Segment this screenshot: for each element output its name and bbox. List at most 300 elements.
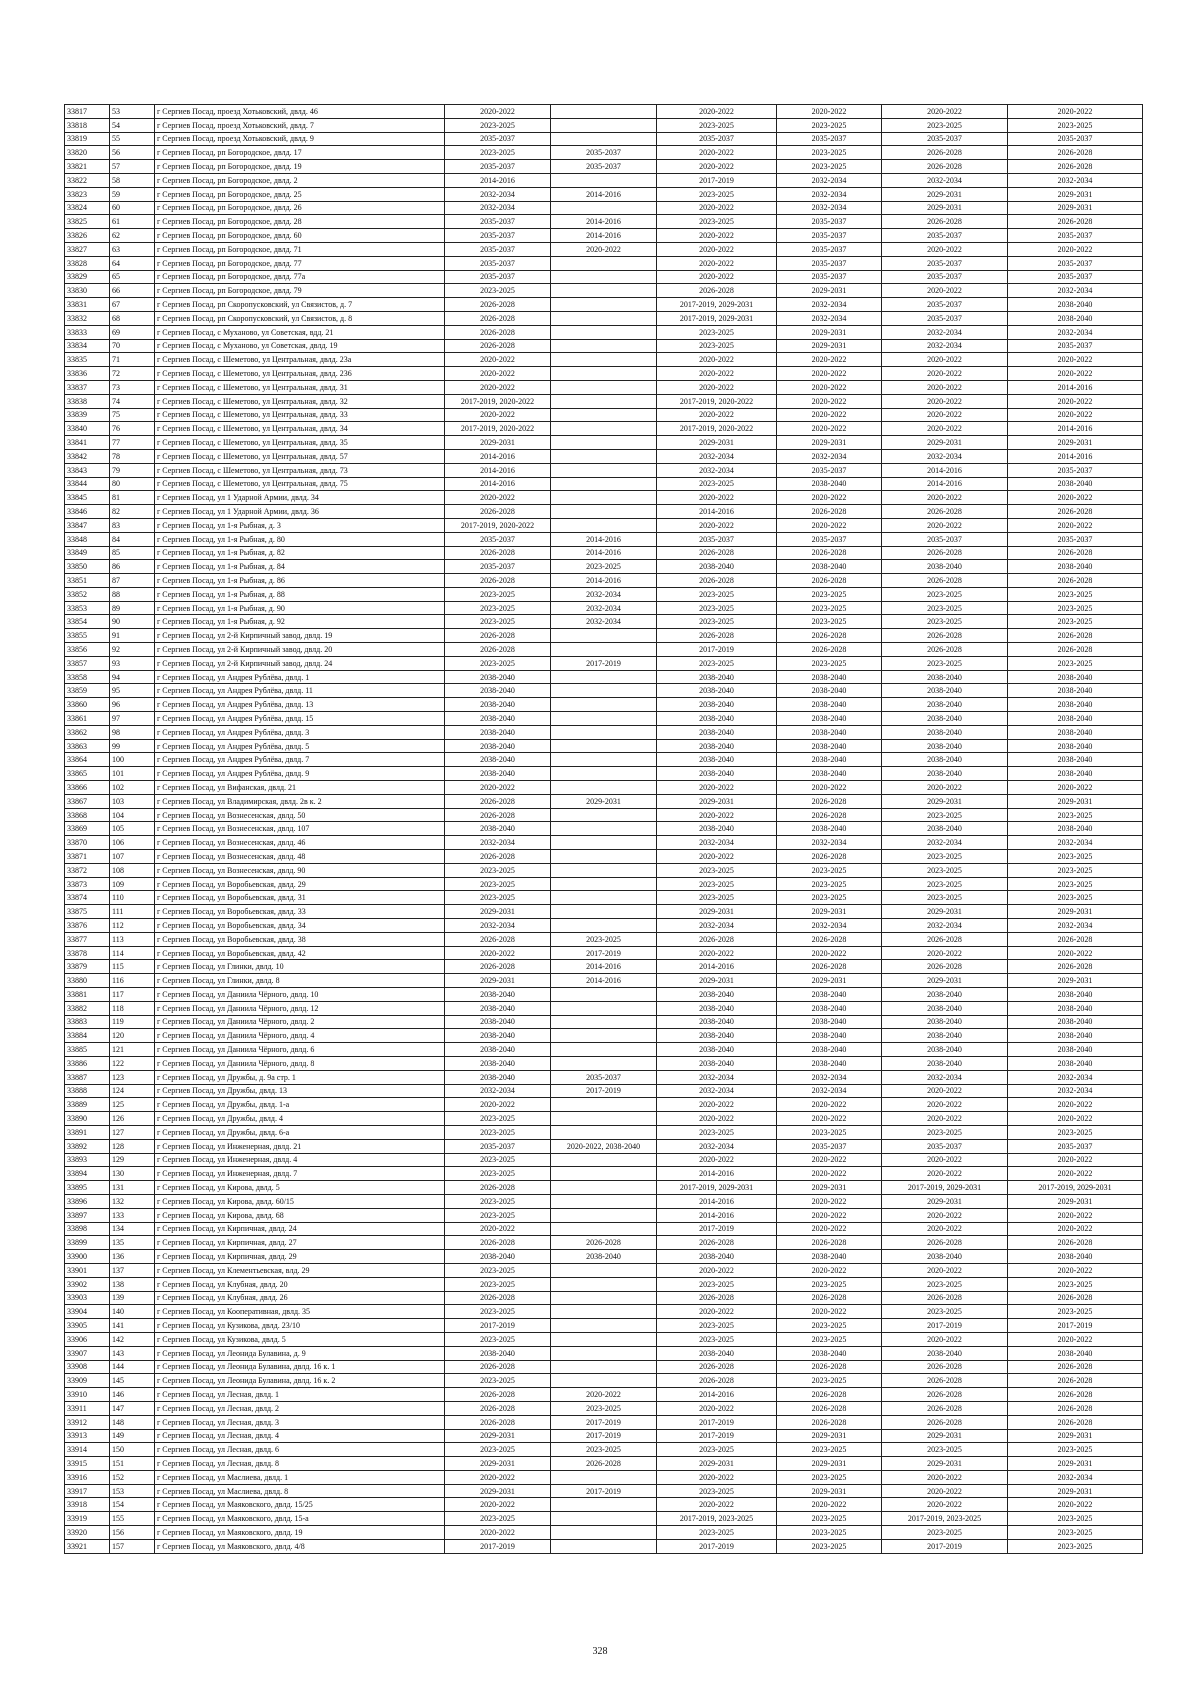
cell-row-number: 149: [110, 1429, 155, 1443]
cell-period-1: 2023-2025: [445, 1112, 551, 1126]
cell-period-4: 2032-2034: [777, 449, 882, 463]
cell-period-6: 2026-2028: [1008, 1401, 1143, 1415]
cell-period-5: 2023-2025: [882, 1305, 1008, 1319]
cell-period-2: [551, 919, 657, 933]
cell-period-1: 2020-2022: [445, 1222, 551, 1236]
cell-record-id: 33867: [65, 794, 110, 808]
cell-period-6: 2023-2025: [1008, 587, 1143, 601]
cell-record-id: 33895: [65, 1181, 110, 1195]
cell-period-4: 2026-2028: [777, 1415, 882, 1429]
cell-address: г Сергиев Посад, ул Дружбы, двлд. 4: [155, 1112, 445, 1126]
cell-period-4: 2026-2028: [777, 1236, 882, 1250]
cell-row-number: 63: [110, 242, 155, 256]
cell-address: г Сергиев Посад, ул 1-я Рыбная, д. 90: [155, 601, 445, 615]
cell-period-1: 2026-2028: [445, 1415, 551, 1429]
cell-period-2: [551, 173, 657, 187]
table-row: [65, 1194, 1143, 1208]
cell-period-4: 2029-2031: [777, 1457, 882, 1471]
table-row: [65, 988, 1143, 1002]
cell-period-1: 2038-2040: [445, 1346, 551, 1360]
cell-period-2: [551, 505, 657, 519]
cell-row-number: 109: [110, 877, 155, 891]
cell-period-6: 2014-2016: [1008, 449, 1143, 463]
cell-record-id: 33862: [65, 725, 110, 739]
cell-period-4: 2026-2028: [777, 546, 882, 560]
cell-period-2: [551, 449, 657, 463]
cell-address: г Сергиев Посад, с Шеметово, ул Центральная, двлд. 34: [155, 422, 445, 436]
cell-record-id: 33873: [65, 877, 110, 891]
cell-record-id: 33884: [65, 1029, 110, 1043]
cell-period-6: 2020-2022: [1008, 1112, 1143, 1126]
cell-record-id: 33843: [65, 463, 110, 477]
cell-period-6: 2020-2022: [1008, 1208, 1143, 1222]
cell-row-number: 130: [110, 1167, 155, 1181]
cell-period-3: 2020-2022: [657, 518, 777, 532]
cell-period-4: 2023-2025: [777, 891, 882, 905]
cell-period-1: 2035-2037: [445, 270, 551, 284]
cell-period-1: 2035-2037: [445, 229, 551, 243]
cell-period-2: [551, 1291, 657, 1305]
cell-record-id: 33840: [65, 422, 110, 436]
table-row: [65, 670, 1143, 684]
cell-period-3: 2017-2019: [657, 173, 777, 187]
cell-period-2: [551, 1029, 657, 1043]
table-row: [65, 422, 1143, 436]
cell-period-4: 2020-2022: [777, 1098, 882, 1112]
cell-period-6: 2038-2040: [1008, 1015, 1143, 1029]
cell-record-id: 33846: [65, 505, 110, 519]
cell-period-6: 2029-2031: [1008, 1429, 1143, 1443]
cell-period-5: 2029-2031: [882, 974, 1008, 988]
cell-address: г Сергиев Посад, с Муханово, ул Советская, вдд. 21: [155, 325, 445, 339]
cell-address: г Сергиев Посад, рп Богородское, двлд. 17: [155, 146, 445, 160]
cell-period-5: 2023-2025: [882, 1443, 1008, 1457]
cell-period-3: 2023-2025: [657, 477, 777, 491]
cell-period-4: 2020-2022: [777, 946, 882, 960]
cell-row-number: 76: [110, 422, 155, 436]
cell-record-id: 33837: [65, 380, 110, 394]
cell-period-1: 2026-2028: [445, 1401, 551, 1415]
cell-period-4: 2023-2025: [777, 160, 882, 174]
cell-row-number: 125: [110, 1098, 155, 1112]
cell-row-number: 157: [110, 1539, 155, 1553]
cell-period-2: [551, 1346, 657, 1360]
cell-row-number: 124: [110, 1084, 155, 1098]
cell-period-3: 2023-2025: [657, 1319, 777, 1333]
cell-period-2: 2026-2028: [551, 1236, 657, 1250]
cell-period-3: 2020-2022: [657, 850, 777, 864]
cell-record-id: 33826: [65, 229, 110, 243]
cell-address: г Сергиев Посад, ул Даниила Чёрного, двлд. 8: [155, 1056, 445, 1070]
cell-period-3: 2035-2037: [657, 532, 777, 546]
cell-period-6: 2026-2028: [1008, 960, 1143, 974]
cell-address: г Сергиев Посад, ул 1 Ударной Армии, двлд. 34: [155, 491, 445, 505]
cell-period-5: 2023-2025: [882, 1526, 1008, 1540]
cell-record-id: 33882: [65, 1001, 110, 1015]
table-row: [65, 1443, 1143, 1457]
cell-period-6: 2029-2031: [1008, 1457, 1143, 1471]
cell-record-id: 33859: [65, 684, 110, 698]
cell-record-id: 33835: [65, 353, 110, 367]
cell-period-1: 2035-2037: [445, 256, 551, 270]
cell-period-4: 2029-2031: [777, 1429, 882, 1443]
cell-period-6: 2032-2034: [1008, 1084, 1143, 1098]
cell-period-2: 2032-2034: [551, 601, 657, 615]
cell-row-number: 95: [110, 684, 155, 698]
cell-period-5: 2038-2040: [882, 1029, 1008, 1043]
cell-period-2: 2020-2022: [551, 242, 657, 256]
cell-period-5: 2038-2040: [882, 1015, 1008, 1029]
cell-period-4: 2026-2028: [777, 1291, 882, 1305]
cell-period-2: [551, 518, 657, 532]
cell-period-3: 2032-2034: [657, 836, 777, 850]
cell-record-id: 33838: [65, 394, 110, 408]
cell-period-1: 2026-2028: [445, 808, 551, 822]
cell-period-1: 2038-2040: [445, 988, 551, 1002]
cell-address: г Сергиев Посад, ул Даниила Чёрного, двлд. 10: [155, 988, 445, 1002]
cell-period-4: 2020-2022: [777, 394, 882, 408]
cell-period-5: 2023-2025: [882, 891, 1008, 905]
cell-period-2: [551, 422, 657, 436]
cell-period-4: 2026-2028: [777, 808, 882, 822]
cell-period-1: 2023-2025: [445, 1374, 551, 1388]
cell-period-1: 2020-2022: [445, 353, 551, 367]
cell-period-2: [551, 905, 657, 919]
table-row: [65, 684, 1143, 698]
table-row: [65, 256, 1143, 270]
cell-row-number: 77: [110, 436, 155, 450]
table-row: [65, 546, 1143, 560]
cell-period-1: 2023-2025: [445, 1194, 551, 1208]
cell-period-3: 2026-2028: [657, 932, 777, 946]
table-row: [65, 146, 1143, 160]
cell-period-6: 2038-2040: [1008, 1056, 1143, 1070]
cell-period-4: 2035-2037: [777, 242, 882, 256]
cell-period-4: 2038-2040: [777, 477, 882, 491]
cell-address: г Сергиев Посад, рп Богородское, двлд. 25: [155, 187, 445, 201]
table-row: [65, 325, 1143, 339]
cell-record-id: 33868: [65, 808, 110, 822]
cell-period-2: [551, 298, 657, 312]
table-row: [65, 491, 1143, 505]
cell-period-2: [551, 1360, 657, 1374]
cell-period-5: 2029-2031: [882, 436, 1008, 450]
table-row: [65, 1153, 1143, 1167]
cell-address: г Сергиев Посад, ул 2-й Кирпичный завод, двлд. 24: [155, 656, 445, 670]
cell-period-2: 2014-2016: [551, 574, 657, 588]
cell-record-id: 33817: [65, 105, 110, 119]
cell-period-2: 2014-2016: [551, 215, 657, 229]
table-row: [65, 463, 1143, 477]
cell-row-number: 142: [110, 1332, 155, 1346]
cell-period-2: 2023-2025: [551, 1443, 657, 1457]
cell-row-number: 99: [110, 739, 155, 753]
cell-period-2: [551, 1498, 657, 1512]
cell-row-number: 64: [110, 256, 155, 270]
cell-period-4: 2029-2031: [777, 905, 882, 919]
cell-period-1: 2038-2040: [445, 1001, 551, 1015]
cell-record-id: 33833: [65, 325, 110, 339]
cell-record-id: 33864: [65, 753, 110, 767]
cell-address: г Сергиев Посад, ул Вифанская, двлд. 21: [155, 781, 445, 795]
cell-period-4: 2026-2028: [777, 505, 882, 519]
table-row: [65, 1512, 1143, 1526]
cell-period-3: 2017-2019, 2029-2031: [657, 311, 777, 325]
cell-period-1: 2020-2022: [445, 491, 551, 505]
table-row: [65, 1001, 1143, 1015]
cell-address: г Сергиев Посад, ул Владимирская, двлд. 2в к. 2: [155, 794, 445, 808]
cell-period-5: 2023-2025: [882, 656, 1008, 670]
table-row: [65, 1526, 1143, 1540]
cell-period-2: [551, 1167, 657, 1181]
cell-period-1: 2026-2028: [445, 1388, 551, 1402]
cell-period-1: 2023-2025: [445, 1443, 551, 1457]
cell-address: г Сергиев Посад, ул Клубная, двлд. 20: [155, 1277, 445, 1291]
table-body: [65, 105, 1143, 1554]
table-row: [65, 725, 1143, 739]
cell-period-2: 2023-2025: [551, 932, 657, 946]
cell-period-2: 2020-2022: [551, 1388, 657, 1402]
cell-record-id: 33827: [65, 242, 110, 256]
cell-period-4: 2023-2025: [777, 1470, 882, 1484]
cell-period-1: 2038-2040: [445, 725, 551, 739]
cell-period-5: 2032-2034: [882, 339, 1008, 353]
cell-period-3: 2023-2025: [657, 118, 777, 132]
cell-period-6: 2017-2019, 2029-2031: [1008, 1181, 1143, 1195]
cell-address: г Сергиев Посад, ул Кирова, двлд. 5: [155, 1181, 445, 1195]
cell-record-id: 33839: [65, 408, 110, 422]
cell-period-6: 2026-2028: [1008, 546, 1143, 560]
cell-period-1: 2023-2025: [445, 877, 551, 891]
cell-row-number: 115: [110, 960, 155, 974]
cell-row-number: 140: [110, 1305, 155, 1319]
cell-period-6: 2023-2025: [1008, 118, 1143, 132]
table-row: [65, 187, 1143, 201]
cell-period-5: 2026-2028: [882, 574, 1008, 588]
cell-address: г Сергиев Посад, ул Инженерная, двлд. 4: [155, 1153, 445, 1167]
table-row: [65, 532, 1143, 546]
cell-record-id: 33891: [65, 1125, 110, 1139]
cell-address: г Сергиев Посад, ул Кирова, двлд. 68: [155, 1208, 445, 1222]
cell-period-6: 2020-2022: [1008, 1332, 1143, 1346]
cell-period-6: 2026-2028: [1008, 932, 1143, 946]
cell-period-3: 2038-2040: [657, 739, 777, 753]
cell-address: г Сергиев Посад, ул Даниила Чёрного, двлд. 12: [155, 1001, 445, 1015]
cell-period-2: [551, 629, 657, 643]
cell-period-4: 2038-2040: [777, 670, 882, 684]
cell-period-1: 2020-2022: [445, 1098, 551, 1112]
cell-address: г Сергиев Посад, ул Леонида Булавина, двлд. 16 к. 1: [155, 1360, 445, 1374]
cell-row-number: 121: [110, 1043, 155, 1057]
cell-period-6: 2035-2037: [1008, 256, 1143, 270]
cell-period-2: [551, 836, 657, 850]
cell-address: г Сергиев Посад, с Шеметово, ул Центральная, двлд. 33: [155, 408, 445, 422]
cell-address: г Сергиев Посад, ул Андрея Рублёва, двлд. 3: [155, 725, 445, 739]
cell-address: г Сергиев Посад, ул Дружбы, двлд. 13: [155, 1084, 445, 1098]
cell-period-5: 2020-2022: [882, 394, 1008, 408]
cell-period-6: 2038-2040: [1008, 725, 1143, 739]
cell-period-4: 2020-2022: [777, 1167, 882, 1181]
table-row: [65, 1401, 1143, 1415]
cell-period-5: 2020-2022: [882, 491, 1008, 505]
cell-row-number: 152: [110, 1470, 155, 1484]
table-row: [65, 850, 1143, 864]
cell-row-number: 71: [110, 353, 155, 367]
cell-period-2: [551, 284, 657, 298]
cell-period-3: 2029-2031: [657, 905, 777, 919]
cell-address: г Сергиев Посад, ул Вознесенская, двлд. 48: [155, 850, 445, 864]
cell-period-4: 2020-2022: [777, 1222, 882, 1236]
cell-record-id: 33841: [65, 436, 110, 450]
cell-period-4: 2023-2025: [777, 1319, 882, 1333]
cell-period-1: 2023-2025: [445, 146, 551, 160]
cell-period-4: 2020-2022: [777, 518, 882, 532]
cell-period-5: 2014-2016: [882, 463, 1008, 477]
cell-period-2: 2035-2037: [551, 1070, 657, 1084]
cell-period-5: 2026-2028: [882, 160, 1008, 174]
cell-period-5: 2026-2028: [882, 629, 1008, 643]
cell-period-1: 2026-2028: [445, 311, 551, 325]
cell-address: г Сергиев Посад, ул Кузикова, двлд. 5: [155, 1332, 445, 1346]
table-row: [65, 1415, 1143, 1429]
cell-record-id: 33830: [65, 284, 110, 298]
cell-period-6: 2026-2028: [1008, 1374, 1143, 1388]
table-row: [65, 1070, 1143, 1084]
cell-period-6: 2020-2022: [1008, 781, 1143, 795]
cell-period-6: 2026-2028: [1008, 1291, 1143, 1305]
cell-period-3: 2038-2040: [657, 670, 777, 684]
cell-address: г Сергиев Посад, ул Инженерная, двлд. 21: [155, 1139, 445, 1153]
cell-row-number: 112: [110, 919, 155, 933]
cell-period-5: 2020-2022: [882, 284, 1008, 298]
cell-period-1: 2017-2019, 2020-2022: [445, 394, 551, 408]
cell-period-2: [551, 808, 657, 822]
cell-period-5: 2038-2040: [882, 988, 1008, 1002]
cell-period-1: 2032-2034: [445, 201, 551, 215]
cell-period-3: 2014-2016: [657, 960, 777, 974]
cell-period-5: 2038-2040: [882, 560, 1008, 574]
cell-period-2: [551, 1277, 657, 1291]
cell-record-id: 33894: [65, 1167, 110, 1181]
cell-record-id: 33832: [65, 311, 110, 325]
table-row: [65, 270, 1143, 284]
cell-period-2: 2017-2019: [551, 1084, 657, 1098]
cell-record-id: 33879: [65, 960, 110, 974]
table-row: [65, 946, 1143, 960]
cell-period-3: 2038-2040: [657, 753, 777, 767]
cell-period-3: 2020-2022: [657, 256, 777, 270]
cell-period-5: 2014-2016: [882, 477, 1008, 491]
cell-record-id: 33900: [65, 1250, 110, 1264]
table-row: [65, 436, 1143, 450]
cell-period-2: 2017-2019: [551, 946, 657, 960]
cell-period-3: 2017-2019, 2023-2025: [657, 1512, 777, 1526]
cell-period-6: 2032-2034: [1008, 836, 1143, 850]
cell-record-id: 33834: [65, 339, 110, 353]
cell-period-6: 2029-2031: [1008, 794, 1143, 808]
cell-address: г Сергиев Посад, ул Клубная, двлд. 26: [155, 1291, 445, 1305]
cell-period-3: 2038-2040: [657, 684, 777, 698]
cell-address: г Сергиев Посад, с Муханово, ул Советская, двлд. 19: [155, 339, 445, 353]
cell-period-2: [551, 891, 657, 905]
cell-period-3: 2020-2022: [657, 270, 777, 284]
cell-period-2: [551, 698, 657, 712]
cell-period-6: 2026-2028: [1008, 1415, 1143, 1429]
table-row: [65, 1181, 1143, 1195]
table-row: [65, 574, 1143, 588]
cell-row-number: 55: [110, 132, 155, 146]
cell-row-number: 54: [110, 118, 155, 132]
cell-period-1: 2014-2016: [445, 173, 551, 187]
cell-period-2: [551, 877, 657, 891]
cell-period-1: 2038-2040: [445, 1056, 551, 1070]
cell-address: г Сергиев Посад, ул Маяковского, двлд. 4/8: [155, 1539, 445, 1553]
table-row: [65, 698, 1143, 712]
cell-period-3: 2020-2022: [657, 1498, 777, 1512]
cell-record-id: 33919: [65, 1512, 110, 1526]
cell-period-6: 2038-2040: [1008, 822, 1143, 836]
cell-period-2: [551, 988, 657, 1002]
cell-address: г Сергиев Посад, ул Кирпичная, двлд. 27: [155, 1236, 445, 1250]
cell-record-id: 33892: [65, 1139, 110, 1153]
cell-period-5: 2035-2037: [882, 298, 1008, 312]
cell-period-4: 2035-2037: [777, 532, 882, 546]
cell-period-3: 2032-2034: [657, 1084, 777, 1098]
cell-row-number: 133: [110, 1208, 155, 1222]
cell-period-4: 2023-2025: [777, 1539, 882, 1553]
cell-period-6: 2020-2022: [1008, 394, 1143, 408]
cell-row-number: 117: [110, 988, 155, 1002]
cell-period-6: 2023-2025: [1008, 615, 1143, 629]
table-row: [65, 974, 1143, 988]
cell-period-2: [551, 1222, 657, 1236]
cell-period-4: 2038-2040: [777, 712, 882, 726]
cell-period-3: 2038-2040: [657, 822, 777, 836]
cell-period-6: 2038-2040: [1008, 739, 1143, 753]
cell-address: г Сергиев Посад, ул Инженерная, двлд. 7: [155, 1167, 445, 1181]
cell-record-id: 33865: [65, 767, 110, 781]
cell-period-1: 2035-2037: [445, 160, 551, 174]
table-row: [65, 1139, 1143, 1153]
cell-period-5: 2026-2028: [882, 960, 1008, 974]
cell-period-6: 2026-2028: [1008, 215, 1143, 229]
cell-period-6: 2026-2028: [1008, 505, 1143, 519]
cell-row-number: 80: [110, 477, 155, 491]
cell-record-id: 33856: [65, 643, 110, 657]
table-row: [65, 1498, 1143, 1512]
cell-address: г Сергиев Посад, ул Андрея Рублёва, двлд. 13: [155, 698, 445, 712]
cell-period-4: 2038-2040: [777, 767, 882, 781]
cell-address: г Сергиев Посад, ул Леонида Булавина, двлд. 16 к. 2: [155, 1374, 445, 1388]
cell-period-4: 2038-2040: [777, 988, 882, 1002]
table-row: [65, 1319, 1143, 1333]
cell-period-5: 2026-2028: [882, 643, 1008, 657]
cell-period-3: 2026-2028: [657, 284, 777, 298]
cell-period-2: [551, 1181, 657, 1195]
cell-period-6: 2032-2034: [1008, 325, 1143, 339]
cell-period-1: 2035-2037: [445, 215, 551, 229]
cell-period-3: 2017-2019: [657, 1429, 777, 1443]
cell-period-5: 2032-2034: [882, 325, 1008, 339]
cell-address: г Сергиев Посад, рп Богородское, двлд. 71: [155, 242, 445, 256]
table-row: [65, 408, 1143, 422]
cell-period-4: 2026-2028: [777, 1401, 882, 1415]
cell-period-2: [551, 256, 657, 270]
cell-record-id: 33908: [65, 1360, 110, 1374]
cell-address: г Сергиев Посад, проезд Хотьковский, двлд. 7: [155, 118, 445, 132]
cell-row-number: 69: [110, 325, 155, 339]
cell-row-number: 134: [110, 1222, 155, 1236]
